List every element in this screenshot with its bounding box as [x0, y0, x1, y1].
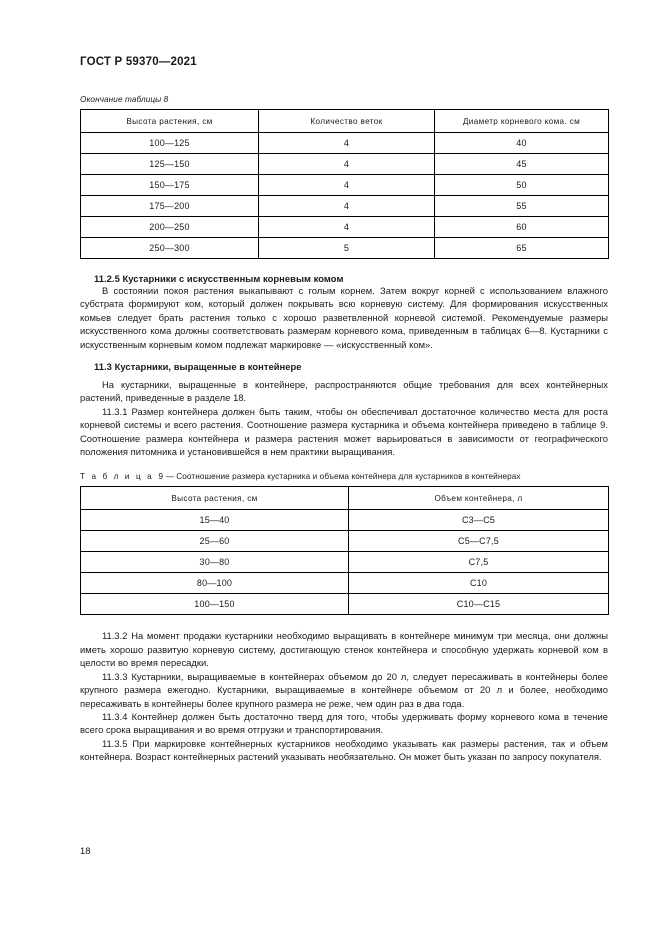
- table-9-header-cell: Объем контейнера, л: [349, 487, 609, 510]
- running-head: ГОСТ Р 59370—2021: [80, 56, 197, 68]
- table-cell: 80—100: [81, 573, 349, 594]
- paragraph-11-3-3: 11.3.3 Кустарники, выращиваемые в контейнерах объемом до 20 л, следует пересаживать в контейнеры более крупного размера ежегодно. Кустарники, выращиваемые в контейнере объемом от 20 л и более, необходимо пересаживать в контейнеры более крупного размера не реже, чем один раз в два года.: [80, 670, 608, 709]
- table-cell: 125—150: [81, 154, 259, 175]
- table-9-caption: [80, 472, 608, 481]
- table-cell: С7,5: [349, 552, 609, 573]
- table-9-header-row: [81, 487, 609, 510]
- table-cell: 100—150: [81, 594, 349, 615]
- section-heading-11-3: 11.3 Кустарники, выращенные в контейнере: [94, 361, 302, 373]
- table-8-header-cell: Количество веток: [259, 110, 435, 133]
- table-row: [81, 573, 609, 594]
- paragraph-11-3-1: 11.3.1 Размер контейнера должен быть таким, чтобы он обеспечивал достаточное количество места для роста корневой системы и всего растения. Соотношение размера кустарника и объема контейнера приведено в таблице 9. Соотношение размера контейнера и размера растения может варьироваться в зависимости от географического положения питомника и установившейся в нем практики выращивания.: [80, 405, 608, 458]
- table-cell: 100—125: [81, 133, 259, 154]
- table-row: [81, 594, 609, 615]
- table-cell: 40: [435, 133, 609, 154]
- spacer: [80, 351, 608, 361]
- table-cell: 250—300: [81, 238, 259, 259]
- table-row: [81, 133, 609, 154]
- table-cell: С10—С15: [349, 594, 609, 615]
- table-cell: С10: [349, 573, 609, 594]
- table-row: [81, 217, 609, 238]
- table-row: [81, 531, 609, 552]
- table-cell: 200—250: [81, 217, 259, 238]
- table-cell: 60: [435, 217, 609, 238]
- paragraph-11-3-intro: На кустарники, выращенные в контейнере, распространяются общие требования для всех контейнерных растений, приведенные в разделе 18.: [80, 379, 608, 404]
- spacer: [80, 259, 608, 273]
- table-cell: 5: [259, 238, 435, 259]
- table-cell: С3—С5: [349, 510, 609, 531]
- table-8-header-cell: Диаметр корневого кома. см: [435, 110, 609, 133]
- table-row: [81, 175, 609, 196]
- paragraph-11-2-5: В состоянии покоя растения выкапывают с голым корнем. Затем вокруг корней с использованием влажного субстрата формируют ком, который должен покрывать всю корневую систему. Для формирования искусственных комьев следует брать растения только с хорошо разветвленной корневой системой. Рекомендуемые размеры искусственного кома должны соответствовать размерам корневого кома, приведенным в таблицах 6—8. Кустарники с искусственным корневым комом подлежат маркировке — «искусственный ком».: [80, 285, 608, 350]
- table-8-caption: Окончание таблицы 8: [80, 95, 169, 104]
- table-row: [81, 196, 609, 217]
- table-row: [81, 552, 609, 573]
- table-cell: 4: [259, 196, 435, 217]
- table-cell: 55: [435, 196, 609, 217]
- paragraph-11-3-4: 11.3.4 Контейнер должен быть достаточно тверд для того, чтобы удерживать форму корневого кома в течение всего срока выращивания и во время отгрузки и транспортирования.: [80, 710, 608, 736]
- table-cell: 30—80: [81, 552, 349, 573]
- table-cell: 4: [259, 175, 435, 196]
- table-8: [80, 109, 609, 259]
- table-cell: 65: [435, 238, 609, 259]
- page-number: 18: [80, 845, 91, 856]
- table-cell: 150—175: [81, 175, 259, 196]
- table-cell: 4: [259, 217, 435, 238]
- table-cell: С5—С7,5: [349, 531, 609, 552]
- table-cell: 4: [259, 154, 435, 175]
- paragraph-11-3-2: 11.3.2 На момент продажи кустарники необходимо выращивать в контейнере минимум три месяца, они должны иметь хорошо развитую корневую систему, достигающую стенок контейнера и способную удержать корневой ком в целости во время пересадки.: [80, 630, 608, 669]
- table-cell: 15—40: [81, 510, 349, 531]
- table-9-caption-label: Т а б л и ц а: [80, 472, 154, 482]
- table-cell: 175—200: [81, 196, 259, 217]
- table-row: [81, 510, 609, 531]
- table-8-header-cell: Высота растения, см: [81, 110, 259, 133]
- table-cell: 50: [435, 175, 609, 196]
- table-9-caption-text: Соотношение размера кустарника и объема контейнера для кустарников в контейнерах: [176, 472, 521, 482]
- table-9-header-cell: Высота растения, см: [81, 487, 349, 510]
- table-row: [81, 238, 609, 259]
- table-cell: 25—60: [81, 531, 349, 552]
- spacer: [80, 458, 608, 472]
- spacer: [80, 615, 608, 629]
- table-9-caption-number: 9: [158, 472, 164, 482]
- table-9: [80, 486, 609, 615]
- table-9-caption-dash: —: [165, 472, 174, 482]
- table-row: [81, 154, 609, 175]
- paragraph-11-3-5: 11.3.5 При маркировке контейнерных кустарников необходимо указывать как размеры растения, так и объем контейнера. Возраст контейнерных растений указывать необязательно. Он может быть указан по запросу покупателя.: [80, 737, 608, 763]
- page-content: [80, 95, 608, 764]
- table-8-header-row: [81, 110, 609, 133]
- section-heading-11-2-5: 11.2.5 Кустарники с искусственным корневым комом: [94, 273, 344, 284]
- table-cell: 4: [259, 133, 435, 154]
- table-cell: 45: [435, 154, 609, 175]
